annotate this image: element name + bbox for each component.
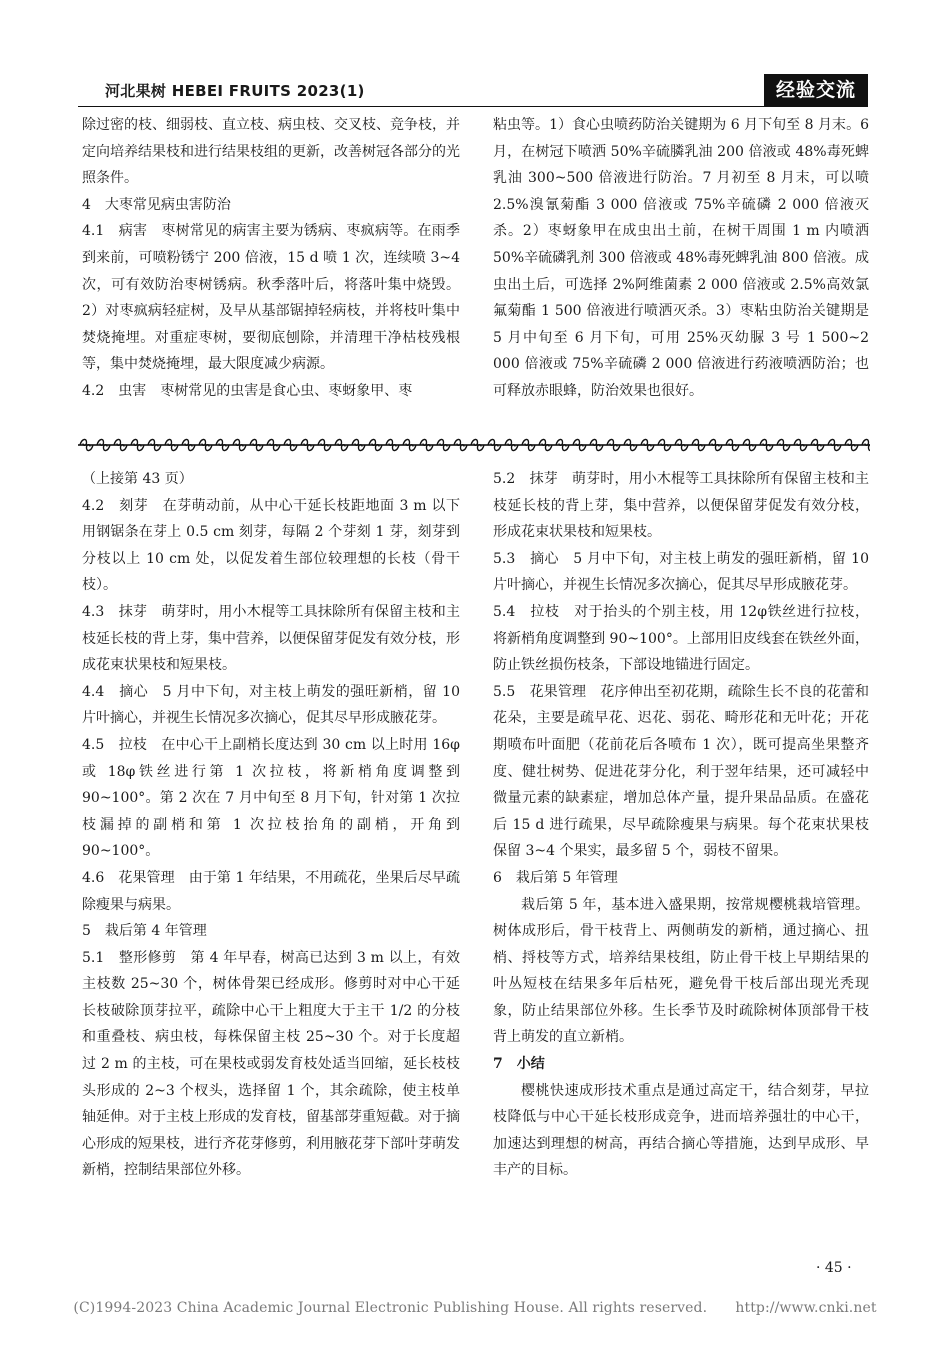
paragraph: 4.3 抹芽 萌芽时，用小木棍等工具抹除所有保留主枝和主枝延长枝的背上芽，集中营养，以便保留芽促发有效分枝，形成花束状果枝和短果枝。 [82,603,460,674]
journal-header: 河北果树 HEBEI FRUITS 2023(1) [105,82,365,100]
paragraph: 4.5 拉枝 在中心干上副梢长度达到 30 cm 以上时用 16φ或 18φ铁丝进行第 1 次拉枝，将新梢角度调整到 90~100°。第 2 次在 7 月中旬至 8 月下旬，针对第 1 次拉枝漏掉的副梢和第 1 次拉枝抬角的副梢，开角到 90~100°。 [82,736,460,860]
paragraph: 5.2 抹芽 萌芽时，用小木棍等工具抹除所有保留主枝和主枝延长枝的背上芽，集中营养，以便保留芽促发有效分枝，形成花束状果枝和短果枝。 [493,471,869,541]
section-heading: 4 大枣常见病虫害防治 [82,196,231,213]
paragraph: 4.1 病害 枣树常见的病害主要为锈病、枣疯病等。在雨季到来前，可喷粉锈宁 200 倍液，15 d 喷 1 次，连续喷 3~4 次，可有效防治枣树锈病。秋季落叶后，将落叶集中烧毁。2）对枣疯病轻症树，及早从基部锯掉轻病枝，并将枝叶集中焚烧掩埋。对重症枣树，要彻底刨除，并清理干净枯枝残根等，集中焚烧掩埋，最大限度减少病源。 [82,223,460,373]
section-heading: 6 栽后第 5 年管理 [493,869,618,886]
section-heading: 7 小结 [493,1056,545,1073]
header-rule [78,106,868,107]
continuation-note: （上接第 43 页） [82,471,193,487]
paragraph: 5.1 整形修剪 第 4 年早春，树高已达到 3 m 以上，有效主枝数 25~30 个，树体骨架已经成形。修剪时对中心干延长枝破除顶芽拉平，疏除中心干上粗度大于主干 1/2 的分枝和重叠枝、病虫枝，每株保留主枝 25~30 个。对于长度超过 2 m 的主枝，可在果枝或弱发育枝处适当回缩，延长枝枝头形成的 2~3 个杈头，选择留 1 个，其余疏除，使主枝单轴延伸。对于主枝上形成的发育枝，留基部芽重短截。对于摘心形成的短果枝，进行齐花芽修剪，利用腋花芽下部叶芽萌发新梢，控制结果部位外移。 [82,949,460,1179]
page-number: · 45 · [816,1260,852,1276]
paragraph: 5.5 花果管理 花序伸出至初花期，疏除生长不良的花蕾和花朵，主要是疏早花、迟花、弱花、畸形花和无叶花；开花期喷布叶面肥（花前花后各喷布 1 次），既可提高坐果整齐度、健壮树势、促进花芽分化，利于翌年结果，还可减轻中微量元素的缺素症，增加总体产量，提升果品品质。在盛花后 15 d 进行疏果，尽早疏除瘦果与病果。每个花束状果枝保留 3~4 个果实，最多留 5 个，弱枝不留果。 [493,683,869,860]
paragraph: 4.2 虫害 枣树常见的虫害是食心虫、枣蚜象甲、枣 [82,382,413,399]
paragraph: 栽后第 5 年，基本进入盛果期，按常规樱桃栽培管理。树体成形后，骨干枝背上、两侧萌发的新梢，通过摘心、扭梢、捋枝等方式，培养结果枝组，防止骨干枝上早期结果的叶丛短枝在结果多年后枯死，避免骨干枝后部出现光秃现象，防止结果部位外移。生长季节及时疏除树体顶部骨干枝背上萌发的直立新梢。 [493,896,869,1046]
bottom-left-column [82,466,460,1184]
bottom-right-column [493,466,869,1184]
section-label: 经验交流 [764,74,868,106]
paragraph: 4.6 花果管理 由于第 1 年结果，不用疏花，坐果后尽早疏除瘦果与病果。 [82,869,460,913]
ornamental-divider [78,432,870,458]
paragraph: 5.3 摘心 5 月中下旬，对主枝上萌发的强旺新梢，留 10 片叶摘心，并视生长情况多次摘心，促其尽早形成腋花芽。 [493,550,869,594]
paragraph: 粘虫等。1）食心虫喷药防治关键期为 6 月下旬至 8 月末。6 月，在树冠下喷洒 50%辛硫膦乳油 200 倍液或 48%毒死蜱乳油 300~500 倍液进行防治。7 月初至 8 月末，可以喷 2.5%溴氰菊酯 3 000 倍液或 75%辛硫磷 2 000 倍液灭杀。2）枣蚜象甲在成虫出土前，在树干周围 1 m 内喷洒 50%辛硫磷乳剂 300 倍液或 48%毒死蜱乳油 800 倍液。成虫出土后，可选择 2%阿维菌素 2 000 倍液或 2.5%高效氯氟菊酯 1 500 倍液进行喷洒灭杀。3）枣粘虫防治关键期是 5 月中旬至 6 月下旬，可用 25%灭幼脲 3 号 1 500~2 000 倍液或 75%辛硫磷 2 000 倍液进行药液喷洒防治；也可释放赤眼蜂，防治效果也很好。 [493,117,869,399]
paragraph: 樱桃快速成形技术重点是通过高定干，结合刻芽，早拉枝降低与中心干延长枝形成竞争，进而培养强壮的中心干，加速达到理想的树高，再结合摘心等措施，达到早成形、早丰产的目标。 [493,1082,869,1179]
paragraph: 5.4 拉枝 对于抬头的个别主枝，用 12φ铁丝进行拉枝，将新梢角度调整到 90~100°。上部用旧皮线套在铁丝外面，防止铁丝损伤枝条，下部设地锚进行固定。 [493,603,869,674]
top-right-column [493,112,869,405]
top-left-column [82,112,460,405]
paragraph: 4.4 摘心 5 月中下旬，对主枝上萌发的强旺新梢，留 10 片叶摘心，并视生长情况多次摘心，促其尽早形成腋花芽。 [82,683,460,727]
paragraph: 除过密的枝、细弱枝、直立枝、病虫枝、交叉枝、竞争枝，并定向培养结果枝和进行结果枝组的更新，改善树冠各部分的光照条件。 [82,117,460,187]
paragraph: 4.2 刻芽 在芽萌动前，从中心干延长枝距地面 3 m 以下用钢锯条在芽上 0.5 cm 刻芽，每隔 2 个芽刻 1 芽，刻芽到分枝以上 10 cm 处，以促发着生部位较理想的长枝（骨干枝）。 [82,497,460,594]
copyright-footer: (C)1994-2023 China Academic Journal Electronic Publishing House. All rights reserved. http://www.cnki.net [73,1300,877,1316]
section-heading: 5 栽后第 4 年管理 [82,923,207,940]
